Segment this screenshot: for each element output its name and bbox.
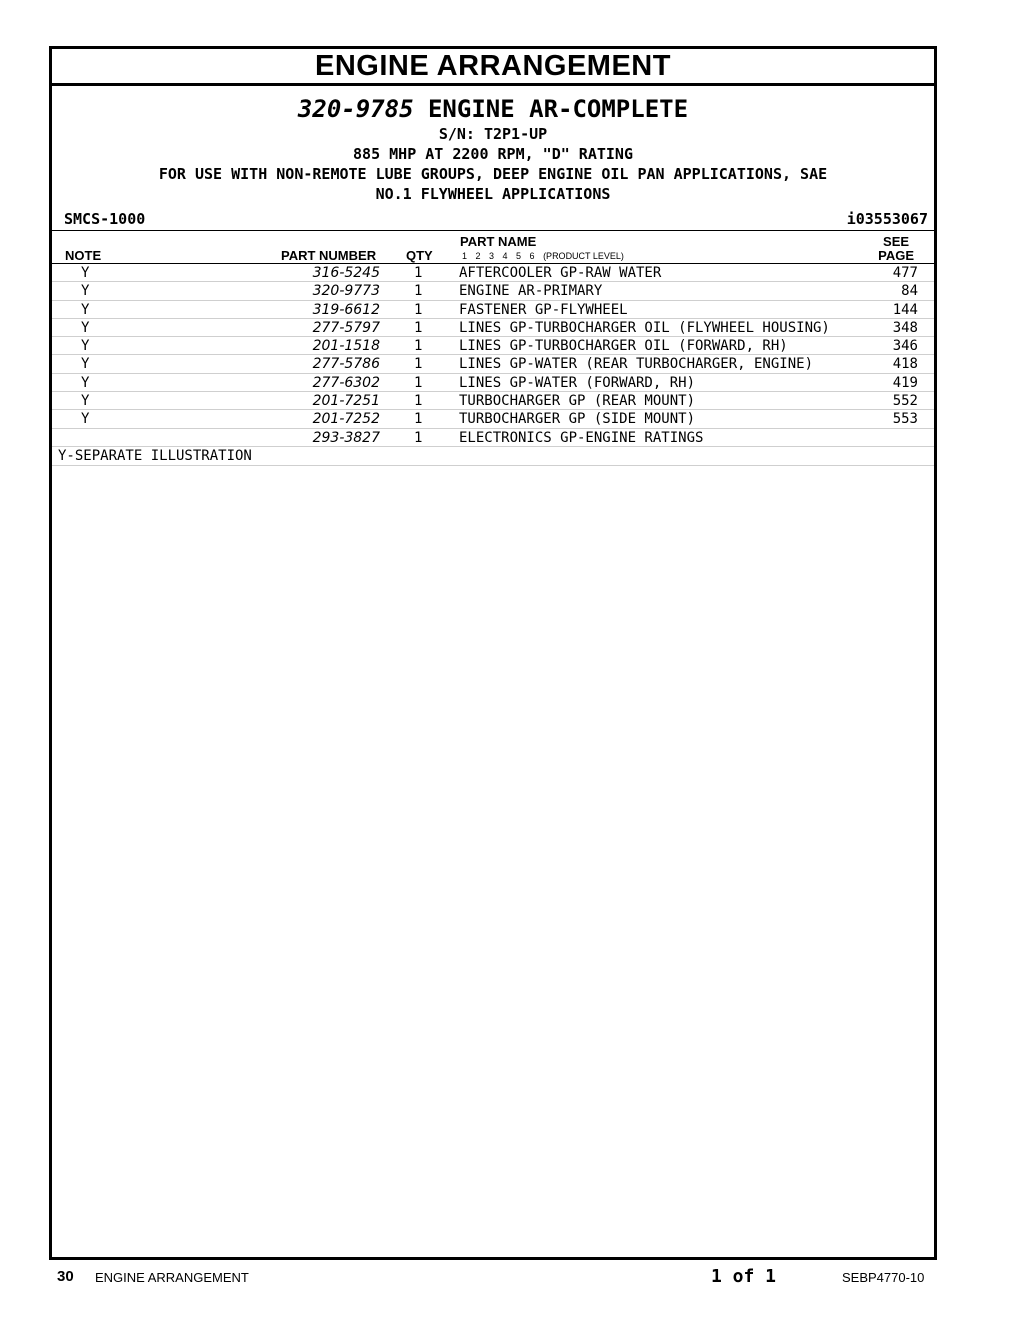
col-product-levels [462, 251, 624, 261]
row-qty: 1 [414, 374, 423, 391]
row-note: Y [81, 265, 90, 281]
usage-line-2: NO.1 FLYWHEEL APPLICATIONS [375, 185, 611, 203]
row-part-number: 277-5786 [312, 356, 380, 373]
row-see-page: 552 [892, 393, 918, 410]
row-part-number: 277-5797 [312, 319, 380, 336]
row-qty: 1 [414, 265, 423, 281]
table-row [52, 355, 934, 373]
row-see-page: 346 [892, 338, 918, 355]
footer-section: ENGINE ARRANGEMENT [95, 1270, 249, 1285]
row-qty: 1 [414, 356, 423, 373]
row-note: Y [81, 301, 90, 318]
table-row [52, 282, 934, 300]
row-qty: 1 [414, 301, 423, 318]
usage-line-1: FOR USE WITH NON-REMOTE LUBE GROUPS, DEEP ENGINE OIL PAN APPLICATIONS, SAE [158, 165, 828, 183]
row-qty: 1 [414, 283, 423, 300]
table-row [52, 301, 934, 319]
col-note: NOTE [65, 248, 102, 263]
page-footer [0, 1266, 1020, 1288]
row-part-number: 201-7251 [312, 393, 380, 410]
row-see-page: 419 [892, 374, 918, 391]
rating-line: 885 MHP AT 2200 RPM, "D" RATING [353, 145, 633, 163]
row-part-name: TURBOCHARGER GP (SIDE MOUNT) [459, 411, 696, 428]
level-label: (PRODUCT LEVEL) [543, 251, 624, 261]
row-see-page: 477 [892, 265, 918, 281]
row-part-number: 201-1518 [312, 338, 380, 355]
page-title: ENGINE ARRANGEMENT [52, 49, 934, 86]
row-qty: 1 [414, 319, 423, 336]
row-part-name: LINES GP-WATER (REAR TURBOCHARGER, ENGINE) [459, 356, 814, 373]
page-count: 1 of 1 [711, 1266, 777, 1287]
row-note: Y [81, 411, 90, 428]
table-row [52, 374, 934, 392]
row-part-number: 201-7252 [312, 411, 380, 428]
row-note: Y [81, 283, 90, 300]
row-part-name: LINES GP-TURBOCHARGER OIL (FORWARD, RH) [459, 338, 788, 355]
serial-line: S/N: T2P1-UP [438, 125, 548, 143]
row-part-name: LINES GP-TURBOCHARGER OIL (FLYWHEEL HOUSING) [459, 319, 830, 336]
row-see-page: 348 [892, 319, 918, 336]
col-part-name: PART NAME [460, 234, 537, 249]
smcs-row [52, 208, 934, 230]
row-part-name: ELECTRONICS GP-ENGINE RATINGS [459, 429, 704, 446]
row-note: Y [81, 338, 90, 355]
row-part-name: TURBOCHARGER GP (REAR MOUNT) [459, 393, 696, 410]
row-part-name: FASTENER GP-FLYWHEEL [459, 301, 628, 318]
smcs-code: SMCS-1000 [64, 210, 146, 228]
parts-table [52, 264, 934, 447]
table-row [52, 264, 934, 282]
col-page: PAGE [878, 248, 914, 263]
row-part-number: 319-6612 [312, 301, 380, 318]
row-qty: 1 [414, 411, 423, 428]
group-part-name: ENGINE AR-COMPLETE [427, 95, 689, 123]
row-qty: 1 [414, 338, 423, 355]
group-title [52, 94, 934, 124]
group-part-number: 320-9785 [297, 95, 414, 123]
table-row [52, 319, 934, 337]
table-header [52, 230, 934, 264]
row-qty: 1 [414, 393, 423, 410]
table-row [52, 392, 934, 410]
page-frame [49, 46, 937, 1260]
col-qty: QTY [406, 248, 433, 263]
row-qty: 1 [414, 429, 423, 446]
row-part-number: 320-9773 [312, 283, 380, 300]
col-part-number: PART NUMBER [281, 248, 377, 263]
level-numbers: 1 2 3 4 5 6 [462, 251, 535, 261]
row-note: Y [81, 319, 90, 336]
table-row [52, 410, 934, 428]
group-heading [52, 94, 934, 204]
illustration-id: i03553067 [846, 210, 928, 228]
row-part-name: LINES GP-WATER (FORWARD, RH) [459, 374, 696, 391]
row-part-number: 316-5245 [312, 265, 380, 281]
col-see: SEE [883, 234, 910, 249]
footnote: Y-SEPARATE ILLUSTRATION [52, 447, 934, 466]
table-row [52, 337, 934, 355]
row-see-page: 84 [901, 283, 918, 300]
row-see-page: 144 [892, 301, 918, 318]
row-see-page: 553 [892, 411, 918, 428]
row-part-number: 293-3827 [312, 429, 380, 446]
row-note: Y [81, 374, 90, 391]
row-note: Y [81, 393, 90, 410]
row-see-page: 418 [892, 356, 918, 373]
table-row [52, 429, 934, 447]
col-see-page [878, 235, 914, 263]
row-note: Y [81, 356, 90, 373]
page-number: 30 [57, 1268, 74, 1285]
row-part-name: AFTERCOOLER GP-RAW WATER [459, 265, 662, 281]
row-part-number: 277-6302 [312, 374, 380, 391]
document-number: SEBP4770-10 [842, 1270, 925, 1285]
row-part-name: ENGINE AR-PRIMARY [459, 283, 603, 300]
